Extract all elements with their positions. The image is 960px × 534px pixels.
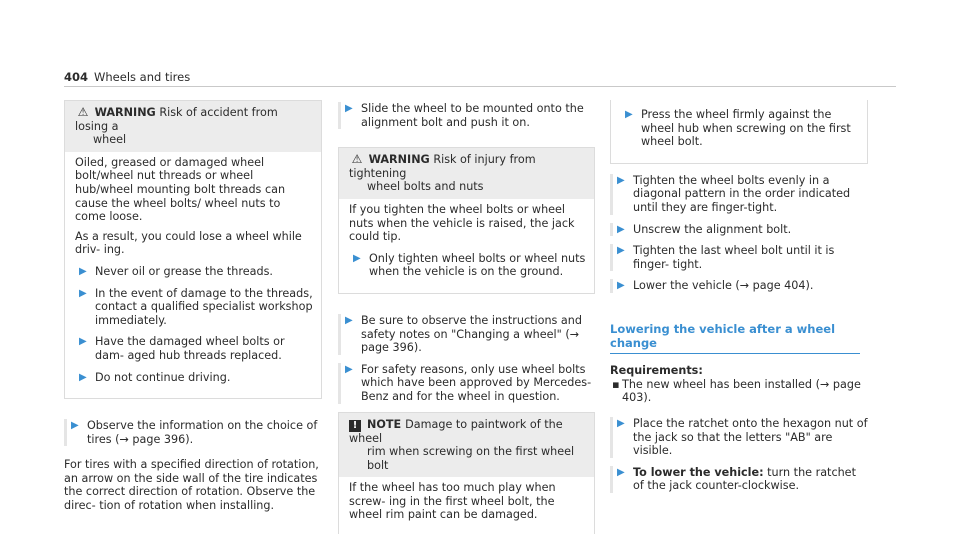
step-arrow-icon: ▶ <box>79 335 87 349</box>
column-3 <box>610 100 868 501</box>
warning-step: ▶ Never oil or grease the threads. <box>75 265 313 279</box>
warning-title-line2: wheel <box>75 133 313 147</box>
warning-header <box>339 148 594 199</box>
step-lower-text: turn the ratchet of the jack counter-clockwise. <box>633 466 856 493</box>
step-safety-notes: ▶ Be sure to observe the instructions and safety notes on "Changing a wheel" (→ page 396). <box>338 314 595 355</box>
warning-box-losing-wheel <box>64 100 322 399</box>
step-arrow-icon: ▶ <box>79 371 87 385</box>
step-tighten-diagonal: ▶ Tighten the wheel bolts evenly in a diagonal pattern in the order indicated until they are finger-tight. <box>610 174 868 215</box>
warning-step: ▶ Only tighten wheel bolts or wheel nuts when the vehicle is on the ground. <box>349 252 586 279</box>
section-subtitle: Lowering the vehicle after a wheel change <box>610 323 860 354</box>
step-arrow-icon: ▶ <box>345 363 353 377</box>
step-arrow-icon: ▶ <box>617 279 625 293</box>
header-divider <box>64 86 896 87</box>
warning-step: ▶ Do not continue driving. <box>75 371 313 385</box>
warning-title-line2: wheel bolts and nuts <box>349 180 586 194</box>
step-arrow-icon: ▶ <box>617 223 625 237</box>
page-number: 404 <box>64 70 88 84</box>
warning-label: WARNING <box>369 153 430 166</box>
note-title-line2: rim when screwing on the first wheel bolt <box>349 445 586 472</box>
step-lower-vehicle: ▶ Lower the vehicle (→ page 404). <box>610 279 868 293</box>
step-arrow-icon: ▶ <box>617 417 625 431</box>
warning-step: ▶ In the event of damage to the threads, contact a qualified specialist workshop immediately. <box>75 287 313 328</box>
step-observe-tires: ▶ Observe the information on the choice of tires (→ page 396). <box>64 419 322 446</box>
warning-icon: ⚠ <box>349 153 365 167</box>
step-tighten-last: ▶ Tighten the last wheel bolt until it is finger- tight. <box>610 244 868 271</box>
note-step-press-wheel: ▶ Press the wheel firmly against the wheel hub when screwing on the first wheel bolt. <box>621 108 859 149</box>
step-arrow-icon: ▶ <box>71 419 79 433</box>
step-arrow-icon: ▶ <box>617 466 625 480</box>
warning-text-2: As a result, you could lose a wheel while driv- ing. <box>75 230 313 257</box>
note-continued-body <box>611 100 867 163</box>
warning-title-line1: Risk of injury from tightening <box>349 153 536 180</box>
page-header <box>64 71 190 85</box>
warning-step: ▶ Have the damaged wheel bolts or dam- aged hub threads replaced. <box>75 335 313 362</box>
step-arrow-icon: ▶ <box>617 244 625 258</box>
note-box-continued <box>610 100 868 164</box>
warning-body <box>65 152 321 398</box>
note-title-line1: Damage to paintwork of the wheel <box>349 418 563 445</box>
step-slide-wheel: ▶ Slide the wheel to be mounted onto the alignment bolt and push it on. <box>338 102 595 129</box>
bullet-icon: ▪ <box>612 378 620 392</box>
note-box-paintwork <box>338 412 595 534</box>
note-text: If the wheel has too much play when screw- ing in the first wheel bolt, the wheel rim paint can be damaged. <box>349 481 586 522</box>
note-icon: ! <box>349 420 361 432</box>
warning-text: If you tighten the wheel bolts or wheel nuts when the vehicle is raised, the jack could tip. <box>349 203 586 244</box>
page-section-title: Wheels and tires <box>94 70 190 84</box>
step-arrow-icon: ▶ <box>79 265 87 279</box>
column-1 <box>64 100 322 519</box>
warning-title-line1: Risk of accident from losing a <box>75 106 278 133</box>
step-arrow-icon: ▶ <box>617 174 625 188</box>
step-arrow-icon: ▶ <box>345 314 353 328</box>
rotation-paragraph: For tires with a specified direction of rotation, an arrow on the side wall of the tire indicates the correct direction of rotation. Observe the direc- tion of rotation when installing. <box>64 458 322 512</box>
warning-label: WARNING <box>95 106 156 119</box>
warning-text-1: Oiled, greased or damaged wheel bolt/wheel nut threads or wheel hub/wheel mounting bolt threads can cause the wheel bolts/ wheel nuts to come loose. <box>75 156 313 224</box>
step-arrow-icon: ▶ <box>625 108 633 122</box>
step-place-ratchet: ▶ Place the ratchet onto the hexagon nut of the jack so that the letters "AB" are visible. <box>610 417 868 458</box>
step-approved-bolts: ▶ For safety reasons, only use wheel bolts which have been approved by Mercedes- Benz and for the wheel in question. <box>338 363 595 404</box>
step-arrow-icon: ▶ <box>353 252 361 266</box>
warning-header <box>65 101 321 152</box>
warning-icon: ⚠ <box>75 106 91 120</box>
step-lower-label: To lower the vehicle: <box>633 466 764 479</box>
step-to-lower <box>610 466 868 493</box>
requirement-item: ▪ The new wheel has been installed (→ page 403). <box>610 378 868 405</box>
step-unscrew-bolt: ▶ Unscrew the alignment bolt. <box>610 223 868 237</box>
note-label: NOTE <box>367 418 401 431</box>
column-2 <box>338 100 595 534</box>
note-body <box>339 477 594 534</box>
warning-box-tightening <box>338 147 595 294</box>
step-arrow-icon: ▶ <box>79 287 87 301</box>
requirements-title: Requirements: <box>610 364 868 378</box>
warning-body <box>339 199 594 293</box>
note-header <box>339 413 594 478</box>
step-arrow-icon: ▶ <box>345 102 353 116</box>
